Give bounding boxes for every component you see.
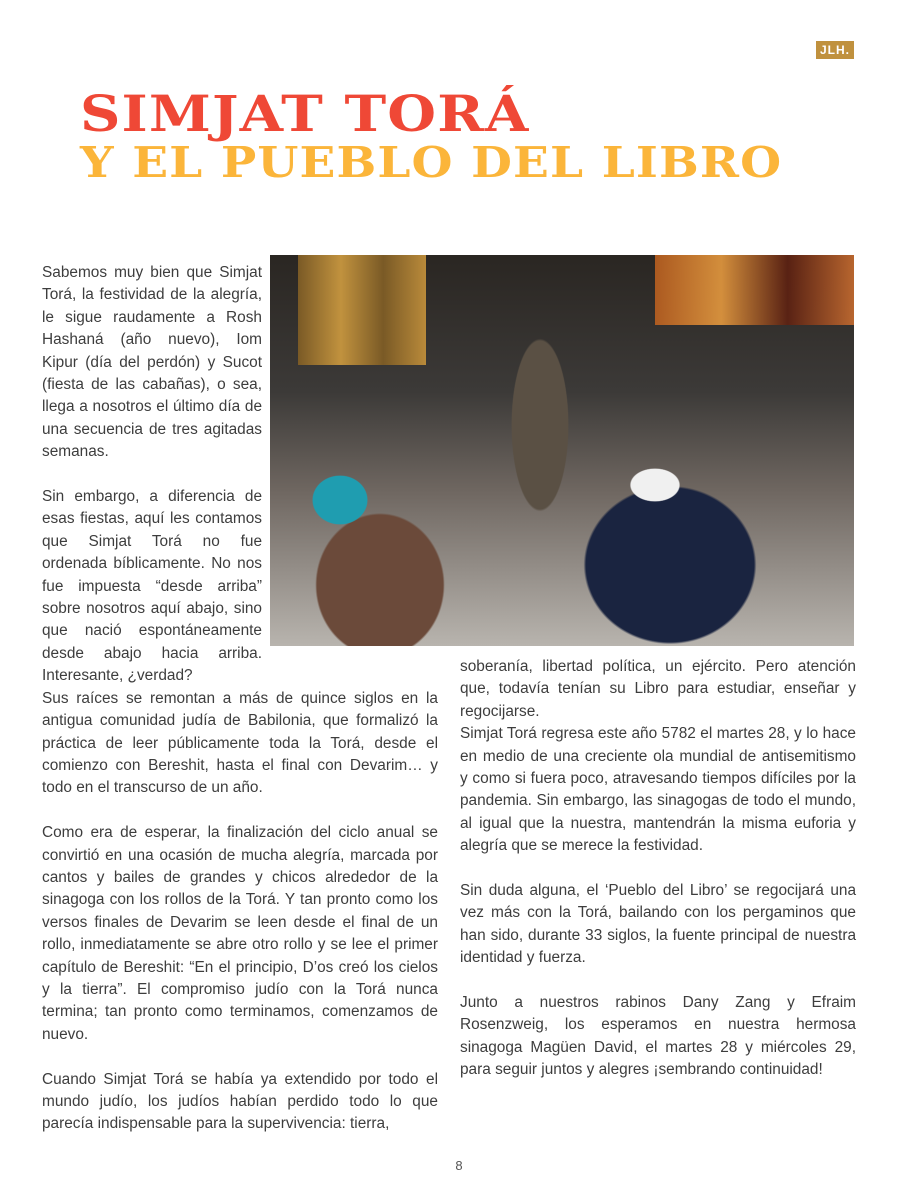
- page-number: 8: [455, 1158, 463, 1173]
- paragraph: Sabemos muy bien que Simjat Torá, la festividad de la alegría, le sigue raudamente a Rosh Hashaná (año nuevo), Iom Kipur (día del perdón) y Sucot (fiesta de las cabañas), o sea, llega a nosotros el último día de una secuencia de tres agitadas semanas.: [42, 264, 262, 461]
- paragraph: Sus raíces se remontan a más de quince siglos en la antigua comunidad judía de Babilonia, que formalizó la práctica de leer públicamente toda la Torá, desde el comienzo con Bereshit, hasta el final con Devarim… y todo en el transcurso de un año.: [42, 689, 438, 797]
- publication-logo: JLH.: [816, 41, 854, 59]
- left-column-text: [42, 262, 438, 1136]
- right-column-text: [460, 656, 856, 1082]
- paragraph: Como era de esperar, la finalización del ciclo anual se convirtió en una ocasión de mucha alegría, marcada por cantos y bailes de grandes y chicos alrededor de la sinagoga con los rollos de la Torá. Y tan pronto como los versos finales de Devarim se leen desde el final de un rollo, inmediatamente se abre otro rollo y se lee el primer capítulo de Bereshit: “En el principio, D’os creó los cielos y la tierra”. El compromiso judío con la Torá nunca termina; tan pronto como terminamos, comenzamos de nuevo.: [42, 824, 438, 1043]
- paragraph: Cuando Simjat Torá se había ya extendido por todo el mundo judío, los judíos habían perdido todo lo que parecía indispensable para la supervivencia: tierra,: [42, 1070, 438, 1133]
- stained-glass-decoration: [655, 255, 854, 325]
- title-main: SIMJAT TORÁ: [80, 84, 530, 143]
- paragraph: Sin duda alguna, el ‘Pueblo del Libro’ se regocijará una vez más con la Torá, bailando con los pergaminos que han sido, durante 33 siglos, la fuente principal de nuestra identidad y fuerza.: [460, 882, 856, 967]
- paragraph: soberanía, libertad política, un ejército. Pero atención que, todavía tenían su Libro para estudiar, enseñar y regocijarse.: [460, 658, 856, 720]
- photo-spacer: [262, 262, 438, 666]
- paragraph: Sin embargo, a diferencia de esas fiestas, aquí les contamos que Simjat Torá no fue ordenada bíblicamente. No nos fue impuesta “desde arriba” sobre nosotros aquí abajo, sino que nació espontáneamente desde abajo hacia arriba. Interesante, ¿verdad?: [42, 488, 262, 685]
- paragraph: Junto a nuestros rabinos Dany Zang y Efraim Rosenzweig, los esperamos en nuestra hermosa sinagoga Magüen David, el martes 28 y miércoles 29, para seguir juntos y alegres ¡sembrando continuidad!: [460, 994, 856, 1079]
- paragraph: Simjat Torá regresa este año 5782 el martes 28, y lo hace en medio de una creciente ola mundial de antisemitismo y como si fuera poco, atravesando tiempos difíciles por la pandemia. Sin embargo, las sinagogas de todo el mundo, al igual que la nuestra, mantendrán la misma euforia y alegría que se merece la festividad.: [460, 725, 856, 855]
- title-subtitle: Y EL PUEBLO DEL LIBRO: [80, 138, 783, 187]
